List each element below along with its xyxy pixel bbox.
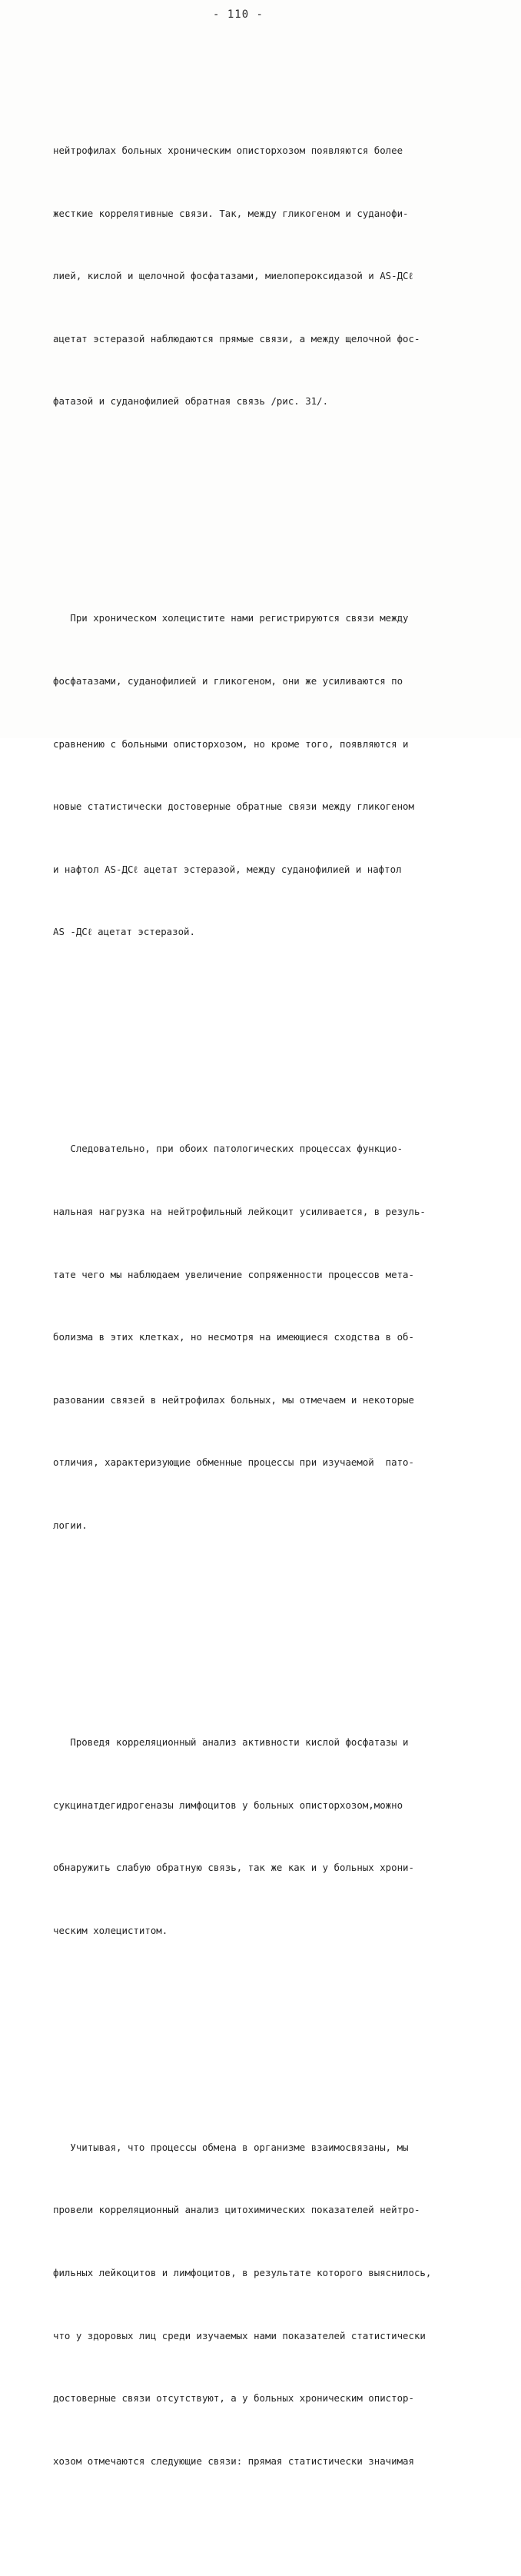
text-line: достоверные связи отсутствуют, а у больных хроническим опистор- bbox=[53, 2392, 414, 2405]
text-line: нальная нагрузка на нейтрофильный лейкоцит усиливается, в резуль- bbox=[53, 1205, 426, 1217]
text-line: фатазой и суданофилией обратная связь /рис. 31/. bbox=[53, 395, 329, 408]
text-line: новые статистически достоверные обратные связи между гликогеном bbox=[53, 800, 414, 813]
text-line: Учитывая, что процессы обмена в организме взаимосвязаны, мы bbox=[53, 2141, 409, 2153]
text-line: провели корреляционный анализ цитохимических показателей нейтро- bbox=[53, 2204, 420, 2216]
text-line: ацетат эстеразой наблюдаются прямые связи, а между щелочной фос- bbox=[53, 332, 420, 344]
paragraph bbox=[53, 2095, 499, 2513]
paragraph-gap bbox=[53, 2025, 499, 2032]
paragraph-gap bbox=[53, 495, 499, 503]
text-line: Следовательно, при обоих патологических процессах функцио- bbox=[53, 1143, 403, 1155]
text-line: фильных лейкоцитов и лимфоцитов, в результате которого выяснилось, bbox=[53, 2266, 432, 2278]
text-line: жесткие коррелятивные связи. Так, между гликогеном и суданофи- bbox=[53, 207, 409, 219]
text-line: и нафтол AS-ДСℓ ацетат эстеразой, между суданофилией и нафтол bbox=[53, 863, 402, 875]
paragraph bbox=[53, 566, 499, 984]
paragraph-gap bbox=[53, 1026, 499, 1033]
text-line: фосфатазами, суданофилией и гликогеном, они же усиливаются по bbox=[53, 675, 403, 687]
text-line: ческим холециститом. bbox=[53, 1924, 168, 1936]
text-line: сукцинатдегидрогеназы лимфоцитов у больных описторхозом,можно bbox=[53, 1799, 403, 1811]
paragraph bbox=[53, 98, 499, 454]
paragraph bbox=[53, 1097, 499, 1578]
text-line: отличия, характеризующие обменные процессы при изучаемой пато- bbox=[53, 1456, 414, 1469]
page-number: - 110 - bbox=[212, 8, 264, 21]
text-line: Проведя корреляционный анализ активности кислой фосфатазы и bbox=[53, 1736, 409, 1748]
text-line: сравнению с больными описторхозом, но кроме того, появляются и bbox=[53, 737, 409, 750]
text-line: AS -ДСℓ ацетат эстеразой. bbox=[53, 926, 195, 938]
text-line: тате чего мы наблюдаем увеличение сопряженности процессов мета- bbox=[53, 1268, 414, 1280]
text-line: При хроническом холецистите нами регистрируются связи между bbox=[53, 612, 409, 624]
text-line: что у здоровых лиц среди изучаемых нами показателей статистически bbox=[53, 2329, 426, 2341]
paragraph-gap bbox=[53, 1619, 499, 1627]
text-line: хозом отмечаются следующие связи: прямая статистически значимая bbox=[53, 2455, 414, 2467]
text-line: разовании связей в нейтрофилах больных, мы отмечаем и некоторые bbox=[53, 1393, 414, 1406]
text-line: логии. bbox=[53, 1519, 88, 1531]
text-line: обнаружить слабую обратную связь, так же как и у больных хрони- bbox=[53, 1862, 414, 1874]
body-text bbox=[53, 35, 499, 2576]
paragraph bbox=[53, 1690, 499, 1983]
text-line: болизма в этих клетках, но несмотря на имеющиеся сходства в об- bbox=[53, 1331, 414, 1343]
text-line: нейтрофилах больных хроническим описторхозом появляются более bbox=[53, 145, 403, 157]
text-line: лией, кислой и щелочной фосфатазами, миелопероксидазой и AS-ДСℓ bbox=[53, 270, 413, 282]
